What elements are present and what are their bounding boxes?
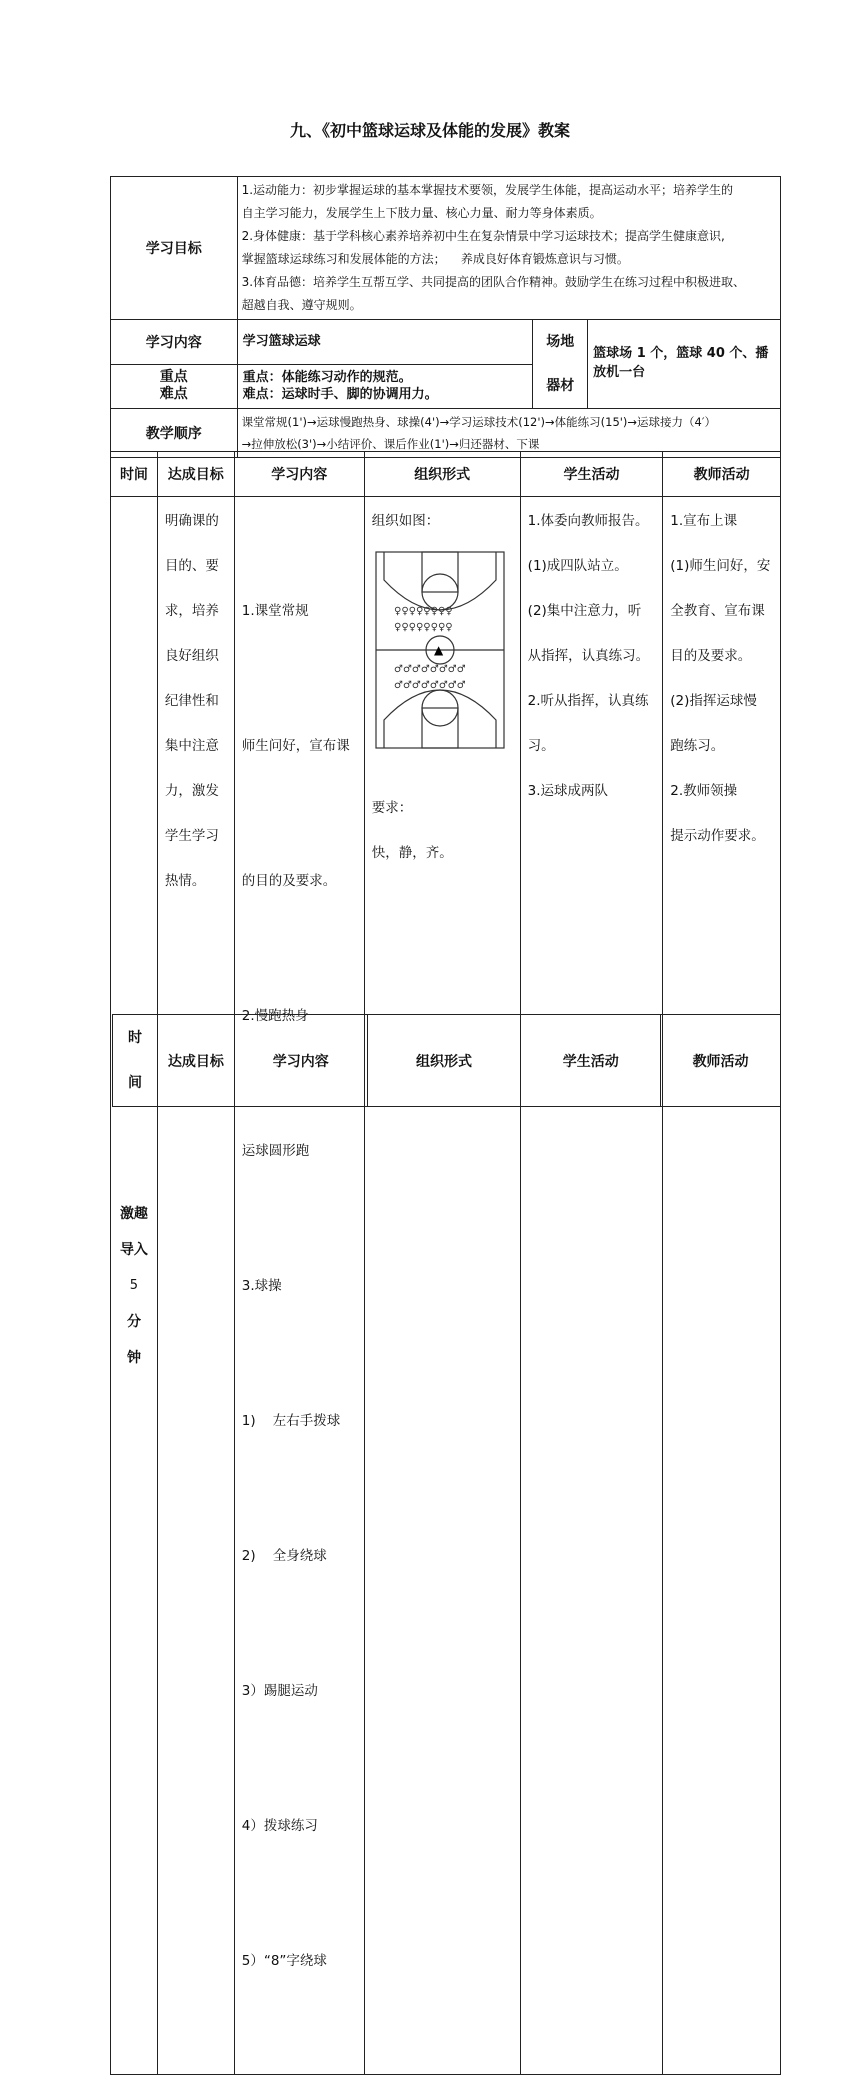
teacher-line: 提示动作要求。 [670, 828, 765, 844]
content-line: 1.课堂常规 [241, 603, 309, 619]
goals-line: 集中注意 [164, 738, 219, 754]
header-content: 学习内容 [234, 452, 364, 497]
teacher-cell [663, 497, 781, 2075]
header2-student: 学生活动 [521, 1015, 661, 1107]
content-line: 4）拨球练习 [241, 1818, 318, 1834]
header2-organization: 组织形式 [367, 1015, 521, 1107]
time-char: 导入 [119, 1241, 148, 1258]
header-teacher: 教师活动 [663, 452, 781, 497]
top-key [422, 552, 458, 592]
header2-goals: 达成目标 [157, 1015, 234, 1107]
time-cell [111, 497, 158, 2075]
header2-time-char: 间 [127, 1074, 142, 1091]
teacher-mark: ▲ [433, 643, 443, 657]
goals-line: 目的、要 [164, 558, 219, 574]
student-line: 1.体委向教师报告。 [527, 513, 649, 529]
bottom-three-point-arc [384, 690, 496, 748]
time-char: 钟 [126, 1349, 141, 1366]
objectives-line: 3.体育品德：培养学生互帮互学、共同提高的团队合作精神。鼓励学生在练习过程中积极进取、 [241, 275, 746, 289]
goals-line: 良好组织 [164, 648, 219, 664]
equipment-label: 器材 [546, 378, 575, 394]
activity-table-continued-header [112, 1014, 781, 1107]
student-line: 2.听从指挥，认真练 [527, 693, 649, 709]
header2-teacher: 教师活动 [661, 1015, 781, 1107]
content-line: 运球圆形跑 [241, 1143, 310, 1159]
teacher-line: (1)师生问好，安 [670, 558, 771, 574]
organization-cell [364, 497, 520, 2075]
document-title: 九、《初中篮球运球及体能的发展》教案 [289, 121, 570, 140]
student-line: (2)集中注意力，听 [527, 603, 642, 619]
content-cell [234, 497, 364, 2075]
activity-table [110, 451, 781, 2075]
content-label: 学习内容 [111, 320, 238, 365]
header2-time-char: 时 [127, 1029, 142, 1046]
header-time: 时间 [111, 452, 158, 497]
student-line: 从指挥，认真练习。 [527, 648, 650, 664]
objectives-line: 1.运动能力：初步掌握运球的基本掌握技术要领，发展学生体能，提高运动水平；培养学生的 [241, 183, 734, 197]
female-row-1: ♀♀♀♀♀♀♀♀ [393, 606, 453, 617]
content-line: 2) 全身绕球 [241, 1548, 327, 1564]
content-line: 5）“8”字绕球 [241, 1953, 327, 1969]
teacher-line: 目的及要求。 [670, 648, 752, 664]
content-line: 3.球操 [241, 1278, 282, 1294]
male-row-2: ♂♂♂♂♂♂♂♂ [393, 680, 466, 691]
goals-line: 纪律性和 [164, 693, 219, 709]
top-three-point-arc [384, 552, 496, 610]
lesson-info-table [110, 176, 781, 458]
teacher-line: 跑练习。 [670, 738, 725, 754]
bottom-key [422, 708, 458, 748]
goals-line: 学生学习 [164, 828, 219, 844]
student-line: 习。 [527, 738, 555, 754]
content-line: 2.慢跑热身 [241, 1008, 309, 1024]
sequence-line: 课堂常规(1')→运球慢跑热身、球操(4')→学习运球技术(12')→体能练习(15')→运球接力（4′） [241, 415, 716, 429]
organization-requirement-label: 要求： [371, 800, 413, 816]
teacher-line: (2)指挥运球慢 [670, 693, 757, 709]
sequence-label: 教学顺序 [111, 409, 238, 458]
content-value: 学习篮球运球 [237, 320, 533, 365]
keypoint-value [237, 364, 533, 409]
goals-line: 力，激发 [164, 783, 219, 799]
female-row-2: ♀♀♀♀♀♀♀♀ [393, 622, 453, 633]
content-line: 的目的及要求。 [241, 873, 337, 889]
difficulty-text: 难点：运球时手、脚的协调用力。 [242, 387, 438, 403]
content-line: 师生问好，宣布课 [241, 738, 350, 754]
goals-line: 明确课的 [164, 513, 219, 529]
content-line: 1) 左右手拨球 [241, 1413, 341, 1429]
objectives-line: 超越自我、遵守规则。 [241, 298, 362, 312]
time-char: 分 [126, 1313, 141, 1330]
goals-line: 热情。 [164, 873, 206, 889]
header2-content: 学习内容 [234, 1015, 367, 1107]
objectives-text [237, 177, 780, 320]
student-line: 3.运球成两队 [527, 783, 609, 799]
time-char: 5 [129, 1277, 139, 1293]
content-line: 3）踢腿运动 [241, 1683, 318, 1699]
header2-time [113, 1015, 158, 1107]
keypoint-label-2: 难点 [159, 386, 188, 403]
organization-requirement: 快，静，齐。 [371, 845, 453, 861]
objectives-label: 学习目标 [111, 177, 238, 320]
teacher-line: 全教育、宣布课 [670, 603, 765, 619]
keypoint-label-1: 重点 [159, 369, 188, 386]
header-student: 学生活动 [520, 452, 663, 497]
male-row-1: ♂♂♂♂♂♂♂♂ [393, 664, 466, 675]
equipment-value: 篮球场 1 个，篮球 40 个、播放机一台 [588, 320, 781, 409]
keypoint-text: 重点：体能练习动作的规范。 [242, 370, 412, 386]
keypoint-label [111, 364, 238, 409]
time-char: 激趣 [119, 1205, 148, 1222]
venue-equipment-label [533, 320, 588, 409]
venue-label: 场地 [546, 334, 575, 350]
teacher-line: 1.宣布上课 [670, 513, 738, 529]
header-goals: 达成目标 [157, 452, 234, 497]
objectives-line: 2.身体健康：基于学科核心素养培养初中生在复杂情景中学习运球技术；提高学生健康意识, [241, 229, 725, 243]
header-organization: 组织形式 [364, 452, 520, 497]
student-cell [520, 497, 663, 2075]
objectives-line: 掌握篮球运球练习和发展体能的方法； 养成良好体育锻炼意识与习惯。 [241, 252, 629, 266]
basketball-court-diagram [374, 550, 508, 750]
organization-title: 组织如图： [371, 513, 440, 529]
goals-line: 求，培养 [164, 603, 219, 619]
student-line: (1)成四队站立。 [527, 558, 628, 574]
sequence-line: →拉伸放松(3')→小结评价、课后作业(1')→归还器材、下课 [241, 437, 540, 451]
objectives-line: 自主学习能力，发展学生上下肢力量、核心力量、耐力等身体素质。 [241, 206, 602, 220]
goals-cell [157, 497, 234, 2075]
teacher-line: 2.教师领操 [670, 783, 738, 799]
